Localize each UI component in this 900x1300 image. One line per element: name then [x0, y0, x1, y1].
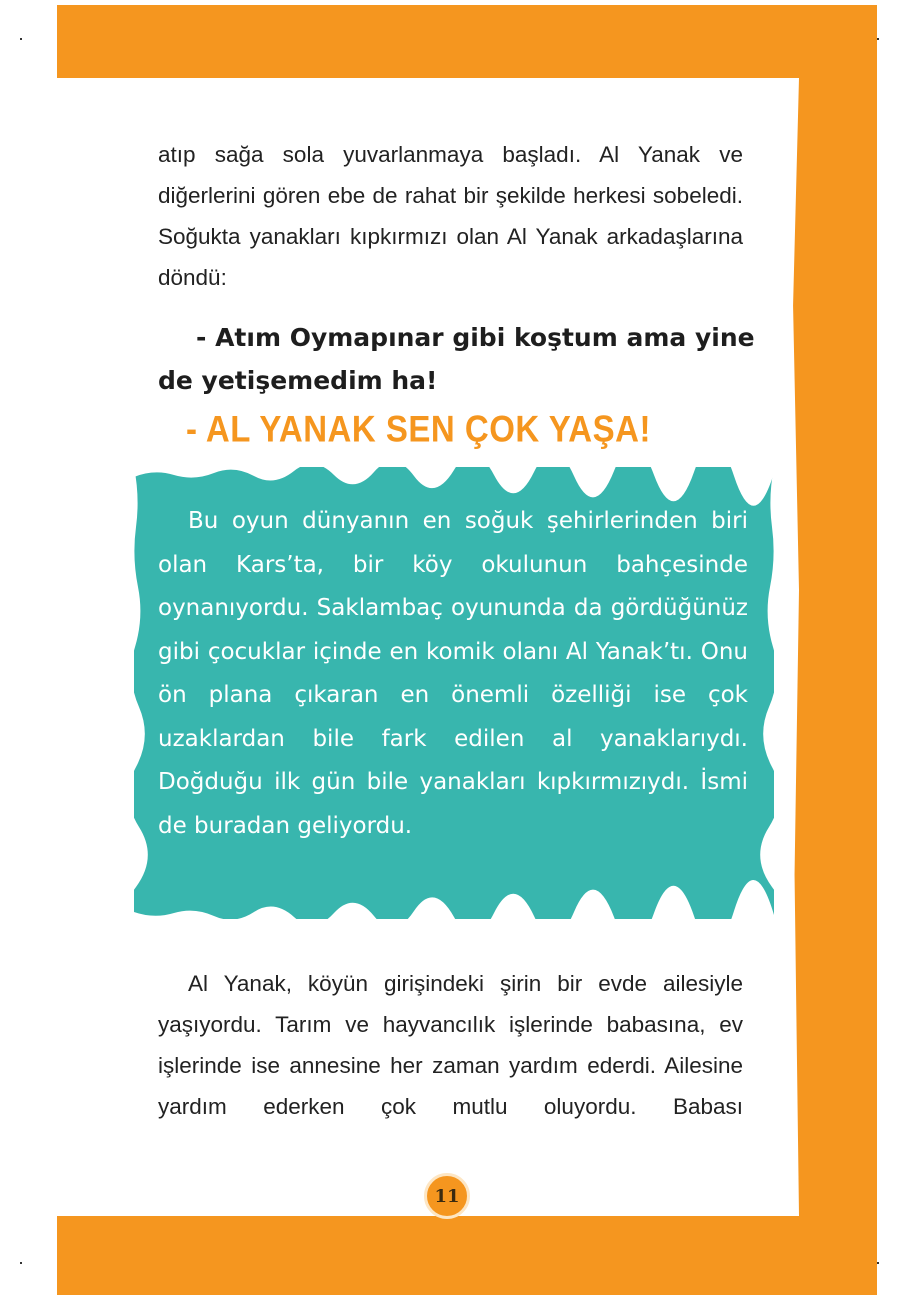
info-box-text: [158, 500, 748, 848]
dialog-line-2: de yetişemedim ha!: [158, 366, 438, 395]
info-box-paragraph: Bu oyun dünyanın en soğuk şehirlerinden biri olan Kars’ta, bir köy okulunun bahçesinde oynanıyordu. Saklambaç oyununda da gördüğünüz gibi çocuklar içinde en komik olanı Al Yanak’tı. Onu ön plana çıkaran en önemli özelliği ise çok uzaklardan bile fark edilen al yanaklarıydı. Doğduğu ilk gün bile yanakları kıpkırmızıydı. İsmi de buradan geliyordu.: [158, 508, 748, 839]
crop-mark: [20, 1262, 22, 1264]
paragraph-bottom: [158, 963, 743, 1127]
paragraph-bottom-text: Al Yanak, köyün girişindeki şirin bir evde ailesiyle yaşıyordu. Tarım ve hayvancılık işlerinde babasına, ev işlerinde ise annesine her zaman yardım ederdi. Ailesine yardım ederken çok mutlu oluyordu. Babası: [158, 971, 743, 1119]
dialog-line-1: - Atım Oymapınar gibi koştum ama yine: [196, 323, 755, 352]
paragraph-top: [158, 134, 743, 298]
shout-heading: - AL YANAK SEN ÇOK YAŞA!: [186, 408, 651, 450]
page-number: 11: [434, 1185, 460, 1207]
paragraph-top-text: atıp sağa sola yuvarlanmaya başladı. Al Yanak ve diğerlerini gören ebe de rahat bir şekilde herkesi sobeledi. Soğukta yanakları kıpkırmızı olan Al Yanak arkadaşlarına döndü:: [158, 142, 743, 290]
crop-mark: [877, 38, 879, 40]
crop-mark: [20, 38, 22, 40]
page-number-badge: [424, 1173, 470, 1219]
crop-mark: [877, 1262, 879, 1264]
